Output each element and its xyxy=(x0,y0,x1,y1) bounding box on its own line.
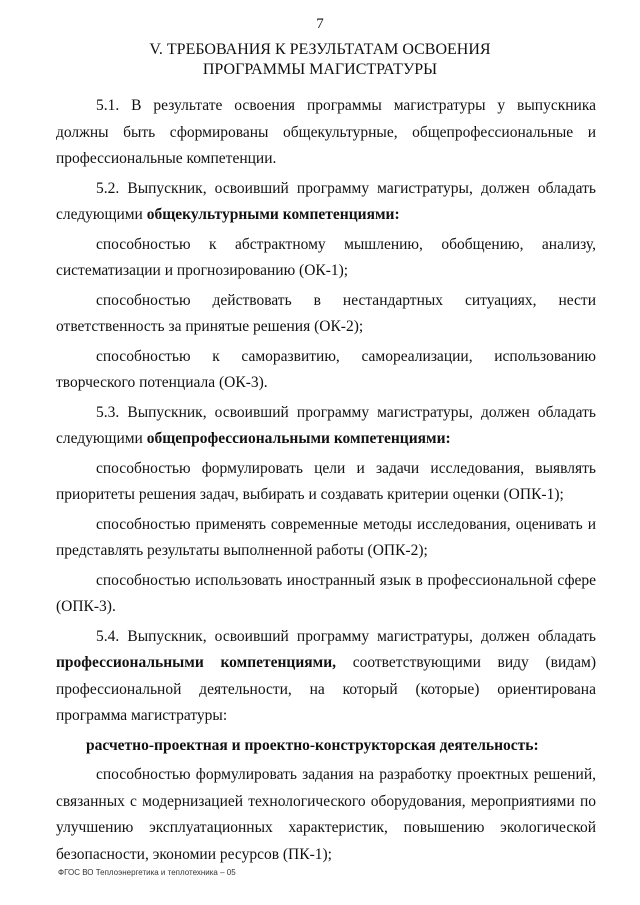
page-footer: ФГОС ВО Теплоэнергетика и теплотехника – 05 xyxy=(58,868,236,877)
competency-opk-2: способностью применять современные методы исследования, оценивать и представлять результаты выполненной работы (ОПК-2); xyxy=(56,515,596,559)
page-number: 7 xyxy=(316,16,324,32)
activity-heading: расчетно-проектная и проектно-конструкторская деятельность: xyxy=(86,736,539,754)
paragraph-5-2-text: 5.2. Выпускник, освоивший программу магистратуры, должен обладать следующими xyxy=(56,179,596,223)
paragraph-5-2-bold: общекультурными компетенциями: xyxy=(146,206,400,223)
section-title-line-1: V. ТРЕБОВАНИЯ К РЕЗУЛЬТАТАМ ОСВОЕНИЯ xyxy=(149,41,491,58)
competency-ok-3: способностью к саморазвитию, самореализации, использованию творческого потенциала (ОК-3). xyxy=(56,347,596,391)
paragraph-5-4-bold: профессиональными компетенциями, xyxy=(56,654,337,671)
section-title xyxy=(0,40,640,80)
competency-opk-1: способностью формулировать цели и задачи исследования, выявлять приоритеты решения задач, выбирать и создавать критерии оценки (ОПК-1); xyxy=(56,459,596,503)
document-body xyxy=(56,93,596,871)
paragraph-5-2 xyxy=(56,176,596,229)
paragraph-5-1: 5.1. В результате освоения программы магистратуры у выпускника должны быть сформированы общекультурные, общепрофессиональные и профессиональные компетенции. xyxy=(56,97,596,167)
paragraph-5-4 xyxy=(56,624,596,730)
paragraph-5-4-rest: соответствующими виду (видам) профессиональной деятельности, на который (которые) ориентирована программа магистратуры: xyxy=(56,654,596,724)
section-title-line-2: ПРОГРАММЫ МАГИСТРАТУРЫ xyxy=(202,61,438,78)
paragraph-5-3-text: 5.3. Выпускник, освоивший программу магистратуры, должен обладать следующими xyxy=(56,403,596,447)
competency-ok-1: способностью к абстрактному мышлению, обобщению, анализу, систематизации и прогнозированию (ОК-1); xyxy=(56,235,596,279)
paragraph-5-4-text: 5.4. Выпускник, освоивший программу магистратуры, должен обладать xyxy=(96,627,596,645)
competency-pk-1: способностью формулировать задания на разработку проектных решений, связанных с модернизацией технологического оборудования, мероприятиями по улучшению эксплуатационных характеристик, повышению экологической безопасности, экономии ресурсов (ПК-1); xyxy=(56,766,596,863)
competency-ok-2: способностью действовать в нестандартных ситуациях, нести ответственность за принятые решения (ОК-2); xyxy=(56,291,596,335)
competency-opk-3: способностью использовать иностранный язык в профессиональной сфере (ОПК-3). xyxy=(56,571,596,615)
paragraph-5-3 xyxy=(56,400,596,453)
paragraph-5-3-bold: общепрофессиональными компетенциями: xyxy=(146,430,451,447)
